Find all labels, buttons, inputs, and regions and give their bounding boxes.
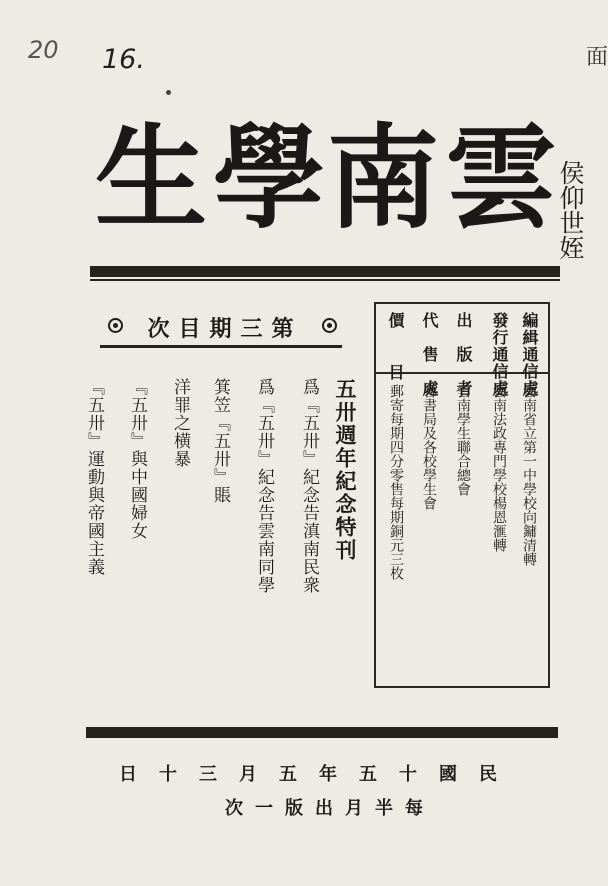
masthead-char-2: 學 — [213, 113, 325, 244]
toc-bullet-right-icon — [322, 318, 337, 333]
edge-character: 面 — [586, 45, 608, 70]
handwritten-page-number: 20 — [28, 36, 59, 64]
toc-item: 爲『五卅』紀念告滇南民衆 — [299, 378, 319, 594]
info-value-publisher: 雲南學生聯合總會 — [455, 384, 471, 496]
toc-item: 『五卅』與中國婦女 — [127, 378, 147, 540]
info-value-distribution: 雲南法政專門學校楊恩滙轉 — [491, 384, 507, 552]
info-value-retailers: 各書局及各校學生會 — [421, 384, 437, 510]
handwritten-item-number: 16. — [102, 44, 145, 75]
toc-special-title: 五卅週年紀念特刊 — [333, 378, 358, 562]
toc-item: 洋罪之横暴 — [170, 378, 190, 468]
masthead-char-3: 南 — [327, 113, 439, 244]
masthead-title — [92, 104, 562, 254]
masthead-char-1: 生 — [95, 113, 207, 244]
toc-item: 箕笠『五卅』賬 — [210, 378, 230, 504]
info-label-price: 價目 — [386, 312, 405, 416]
publication-frequency: 每半月出版一次 — [225, 798, 435, 819]
toc-bullet-left-icon — [108, 318, 123, 333]
masthead-char-4: 雲 — [445, 113, 557, 244]
info-value-editorial: 雲南省立第一中學校向鏞清轉 — [521, 384, 537, 566]
info-value-price: 郵寄每期四分零售每期銅元三枚 — [388, 384, 404, 580]
info-label-publisher: 出版者 — [454, 312, 473, 414]
toc-rule — [100, 345, 342, 348]
info-label-distribution: 發行通信處 — [490, 312, 509, 397]
toc-item: 『五卅』運動與帝國主義 — [84, 378, 104, 576]
masthead-rule — [90, 266, 560, 277]
info-label-retailers: 代售處 — [420, 312, 439, 414]
handwritten-signature: 侯仰世姪 — [556, 160, 585, 260]
footer-rule — [86, 727, 558, 738]
toc-item: 爲『五卅』紀念告雲南同學 — [254, 378, 274, 594]
info-label-editorial: 編緝通信處 — [520, 312, 539, 397]
toc-heading: 次目期三第 — [147, 316, 303, 342]
publication-date: 民國十五年五月三十日 — [119, 764, 519, 785]
ink-dot — [166, 90, 171, 95]
